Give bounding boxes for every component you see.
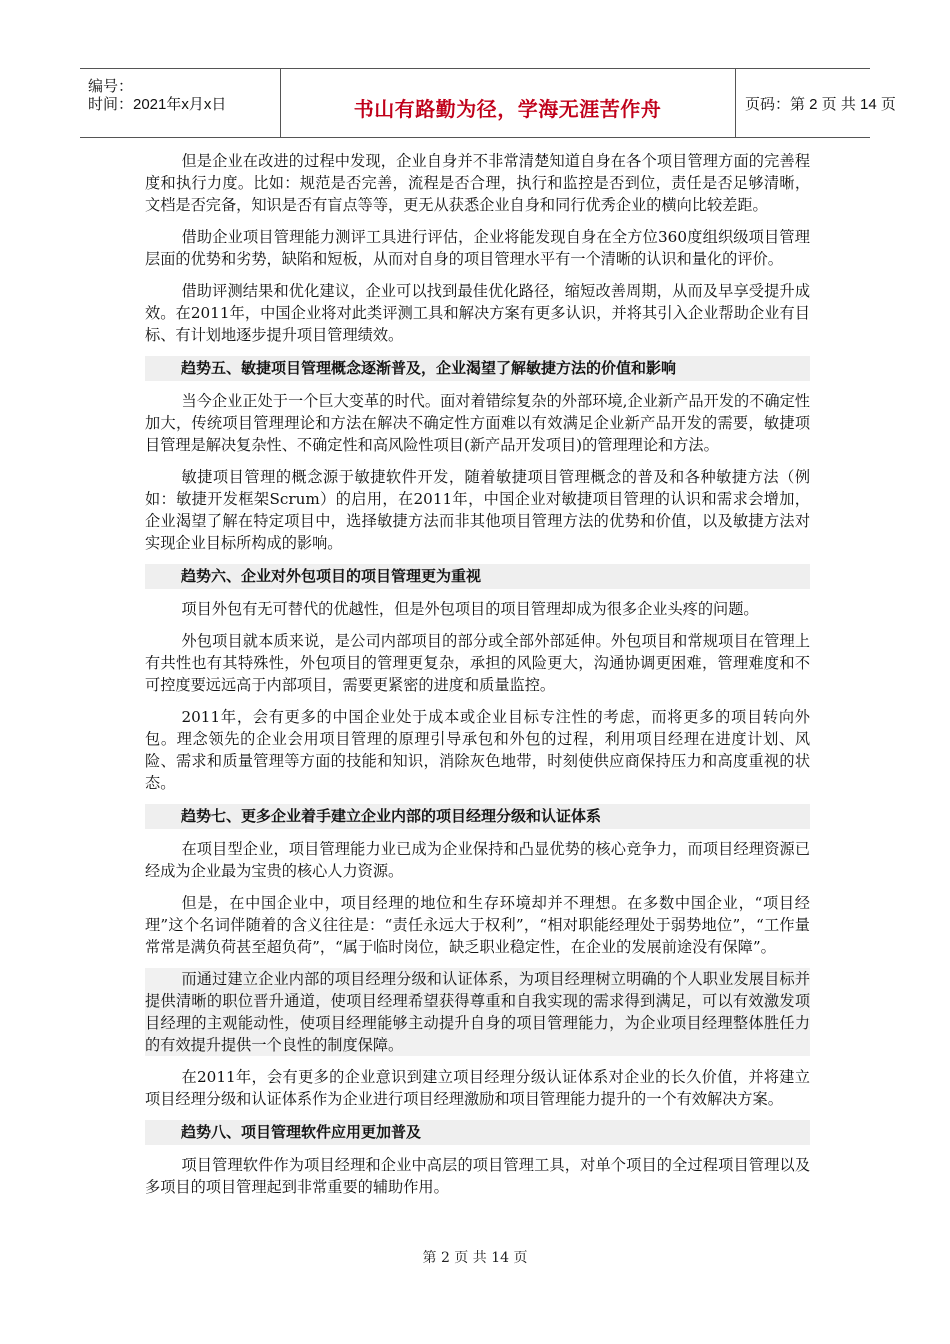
header-page-info: 页码：第 2 页 共 14 页 — [745, 96, 896, 113]
header-motto: 书山有路勤为径，学海无涯苦作舟 — [353, 99, 662, 121]
paragraph: 项目管理软件作为项目经理和企业中高层的项目管理工具，对单个项目的全过程项目管理以及多项目的项目管理起到非常重要的辅助作用。 — [145, 1156, 810, 1196]
document-body — [145, 150, 810, 1208]
header-meta-cell — [80, 69, 281, 137]
page-header — [80, 68, 896, 138]
paragraph: 当今企业正处于一个巨大变革的时代。面对着错综复杂的外部环境,企业新产品开发的不确定性加大，传统项目管理理论和方法在解决不确定性方面难以有效满足企业新产品开发的需要，敏捷项目管理是解决复杂性、不确定性和高风险性项目(新产品开发项目)的管理理论和方法。 — [145, 392, 810, 454]
paragraph: 项目外包有无可替代的优越性，但是外包项目的项目管理却成为很多企业头疼的问题。 — [181, 600, 759, 618]
section-heading-trend-5: 趋势五、敏捷项目管理概念逐渐普及，企业渴望了解敏捷方法的价值和影响 — [145, 356, 810, 381]
paragraph: 外包项目就本质来说，是公司内部项目的部分或全部外部延伸。外包项目和常规项目在管理上有共性也有其特殊性，外包项目的管理更复杂，承担的风险更大，沟通协调更困难，管理难度和不可控度要远远高于内部项目，需要更紧密的进度和质量监控。 — [145, 632, 810, 694]
document-date-label: 时间：2021年x月x日 — [88, 96, 227, 113]
paragraph: 敏捷项目管理的概念源于敏捷软件开发，随着敏捷项目管理概念的普及和各种敏捷方法（例如：敏捷开发框架Scrum）的启用，在2011年，中国企业对敏捷项目管理的认识和需求会增加，企业渴望了解在特定项目中，选择敏捷方法而非其他项目管理方法的优势和价值，以及敏捷方法对实现企业目标所构成的影响。 — [145, 468, 810, 552]
header-motto-cell — [280, 69, 736, 137]
paragraph: 但是，在中国企业中，项目经理的地位和生存环境却并不理想。在多数中国企业，“项目经理”这个名词伴随着的含义往往是：“责任永远大于权利”，“相对职能经理处于弱势地位”，“工作量常常是满负荷甚至超负荷”，“属于临时岗位，缺乏职业稳定性，在企业的发展前途没有保障”。 — [145, 894, 810, 956]
paragraph: 借助评测结果和优化建议，企业可以找到最佳优化路径，缩短改善周期，从而及早享受提升成效。在2011年，中国企业将对此类评测工具和解决方案有更多认识，并将其引入企业帮助企业有目标、有计划地逐步提升项目管理绩效。 — [145, 282, 810, 344]
paragraph: 在项目型企业，项目管理能力业已成为企业保持和凸显优势的核心竞争力，而项目经理资源已经成为企业最为宝贵的核心人力资源。 — [145, 840, 810, 880]
section-heading-trend-8: 趋势八、项目管理软件应用更加普及 — [145, 1120, 810, 1145]
paragraph: 2011年，会有更多的中国企业处于成本或企业目标专注性的考虑，而将更多的项目转向外包。理念领先的企业会用项目管理的原理引导承包和外包的过程，利用项目经理在进度计划、风险、需求和质量管理等方面的技能和知识，消除灰色地带，时刻使供应商保持压力和高度重视的状态。 — [145, 708, 810, 792]
section-heading-trend-7: 趋势七、更多企业着手建立企业内部的项目经理分级和认证体系 — [145, 804, 810, 829]
section-heading-trend-6: 趋势六、企业对外包项目的项目管理更为重视 — [145, 564, 810, 589]
paragraph: 在2011年，会有更多的企业意识到建立项目经理分级认证体系对企业的长久价值，并将建立项目经理分级和认证体系作为企业进行项目经理激励和项目管理能力提升的一个有效解决方案。 — [145, 1068, 810, 1108]
header-page-cell — [735, 69, 896, 137]
document-number-label: 编号： — [88, 78, 134, 95]
paragraph: 但是企业在改进的过程中发现，企业自身并不非常清楚知道自身在各个项目管理方面的完善程度和执行力度。比如：规范是否完善，流程是否合理，执行和监控是否到位，责任是否足够清晰，文档是否完备，知识是否有盲点等等，更无从获悉企业自身和同行优秀企业的横向比较差距。 — [145, 152, 810, 214]
paragraph: 借助企业项目管理能力测评工具进行评估，企业将能发现自身在全方位360度组织级项目管理层面的优势和劣势，缺陷和短板，从而对自身的项目管理水平有一个清晰的认识和量化的评价。 — [145, 228, 810, 268]
page-footer: 第 2 页 共 14 页 — [422, 1250, 528, 1266]
paragraph-highlighted: 而通过建立企业内部的项目经理分级和认证体系，为项目经理树立明确的个人职业发展目标并提供清晰的职位晋升通道，使项目经理希望获得尊重和自我实现的需求得到满足，可以有效激发项目经理的主观能动性，使项目经理能够主动提升自身的项目管理能力，为企业项目经理整体胜任力的有效提升提供一个良性的制度保障。 — [145, 970, 810, 1054]
